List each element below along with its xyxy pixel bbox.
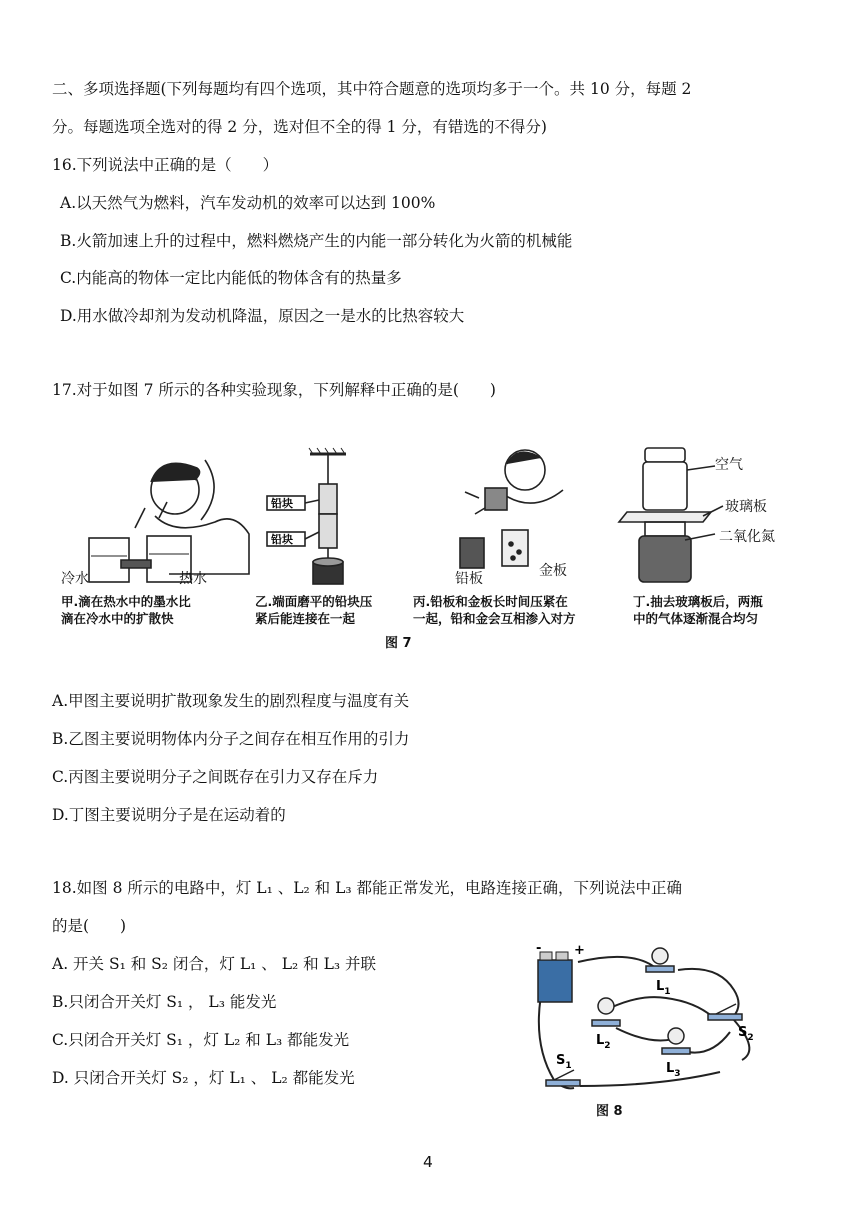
figure-7 bbox=[55, 440, 795, 660]
figure-8-title: 图 8 bbox=[596, 1104, 623, 1119]
q18-stem-line2: 的是( ) bbox=[52, 917, 127, 935]
q18-stem-line1: 18.如图 8 所示的电路中，灯 L₁ 、L₂ 和 L₃ 都能正常发光，电路连接正确，下列说法中正确 bbox=[52, 879, 683, 897]
q18-option-b: B.只闭合开关灯 S₁ ， L₃ 能发光 bbox=[52, 993, 277, 1011]
q17-option-d: D.丁图主要说明分子是在运动着的 bbox=[52, 806, 286, 824]
battery-plus: + bbox=[574, 943, 585, 958]
bulb-l1-icon bbox=[646, 948, 674, 972]
panel-ding-label-glass: 玻璃板 bbox=[725, 499, 767, 515]
label-l3: $L_3$ bbox=[666, 1061, 681, 1079]
label-s1: $S_1$ bbox=[556, 1053, 572, 1071]
panel-bing-caption-1: 丙.铅板和金板长时间压紧在 bbox=[413, 594, 568, 609]
panel-jia-caption-2: 滴在冷水中的扩散快 bbox=[61, 611, 174, 626]
panel-bing-label-gold: 金板 bbox=[539, 563, 567, 579]
page-number: 4 bbox=[423, 1153, 433, 1171]
q17-option-c: C.丙图主要说明分子之间既存在引力又存在斥力 bbox=[52, 768, 379, 786]
q18-option-c: C.只闭合开关灯 S₁ ，灯 L₂ 和 L₃ 都能发光 bbox=[52, 1031, 350, 1049]
q17-option-a: A.甲图主要说明扩散现象发生的剧烈程度与温度有关 bbox=[52, 692, 410, 710]
panel-bing-caption-2: 一起，铅和金会互相渗入对方 bbox=[413, 611, 576, 626]
q16-option-d: D.用水做冷却剂为发动机降温，原因之一是水的比热容较大 bbox=[60, 307, 465, 325]
figure-7-title: 图 7 bbox=[385, 636, 412, 651]
switch-s1-icon bbox=[546, 1070, 580, 1086]
q16-option-a: A.以天然气为燃料，汽车发动机的效率可以达到 100% bbox=[60, 194, 436, 212]
panel-ding-caption-2: 中的气体逐渐混合均匀 bbox=[633, 611, 759, 626]
panel-ding-illustration bbox=[619, 448, 723, 582]
panel-jia-caption-1: 甲.滴在热水中的墨水比 bbox=[61, 594, 191, 609]
panel-yi-caption-1: 乙.端面磨平的铅块压 bbox=[255, 594, 373, 609]
section-heading-line1: 二、多项选择题(下列每题均有四个选项，其中符合题意的选项均多于一个。共 10 分，每题 2 bbox=[52, 80, 692, 98]
battery-minus: - bbox=[536, 941, 542, 956]
figure-8 bbox=[520, 940, 790, 1125]
circuit-diagram bbox=[520, 940, 790, 1100]
panel-yi-caption-2: 紧后能连接在一起 bbox=[255, 611, 356, 626]
battery-icon bbox=[538, 960, 572, 1002]
panel-jia-label-cold: 冷水 bbox=[61, 571, 89, 587]
panel-bing-illustration bbox=[460, 450, 563, 568]
panel-ding-label-no2: 二氧化氮 bbox=[719, 529, 775, 545]
q16-option-b: B.火箭加速上升的过程中，燃料燃烧产生的内能一部分转化为火箭的机械能 bbox=[60, 232, 573, 250]
q16-option-c: C.内能高的物体一定比内能低的物体含有的热量多 bbox=[60, 269, 402, 287]
q18-option-a: A. 开关 S₁ 和 S₂ 闭合，灯 L₁ 、 L₂ 和 L₃ 并联 bbox=[52, 955, 377, 973]
panel-bing-label-lead: 铅板 bbox=[455, 571, 483, 587]
panel-yi-illustration bbox=[267, 448, 346, 584]
q18-option-d: D. 只闭合开关灯 S₂ ，灯 L₁ 、 L₂ 都能发光 bbox=[52, 1069, 355, 1087]
panel-ding-caption-1: 丁.抽去玻璃板后，两瓶 bbox=[633, 594, 763, 609]
q16-stem: 16.下列说法中正确的是（ ） bbox=[52, 156, 279, 174]
q17-stem: 17.对于如图 7 所示的各种实验现象，下列解释中正确的是( ) bbox=[52, 381, 496, 399]
panel-ding-label-air: 空气 bbox=[715, 457, 743, 473]
panel-yi-label-2: 铅块 bbox=[271, 533, 293, 546]
label-l1: $L_1$ bbox=[656, 979, 671, 997]
label-l2: $L_2$ bbox=[596, 1033, 611, 1051]
section-heading-line2: 分。每题选项全选对的得 2 分，选对但不全的得 1 分，有错选的不得分) bbox=[52, 118, 547, 136]
panel-yi-label-1: 铅块 bbox=[271, 497, 293, 510]
panel-jia-label-hot: 热水 bbox=[179, 571, 207, 587]
label-s2: $S_2$ bbox=[738, 1025, 754, 1043]
bulb-l2-icon bbox=[592, 998, 620, 1026]
q17-option-b: B.乙图主要说明物体内分子之间存在相互作用的引力 bbox=[52, 730, 410, 748]
panel-jia-illustration bbox=[89, 460, 249, 582]
figure-7-drawing bbox=[55, 440, 795, 590]
